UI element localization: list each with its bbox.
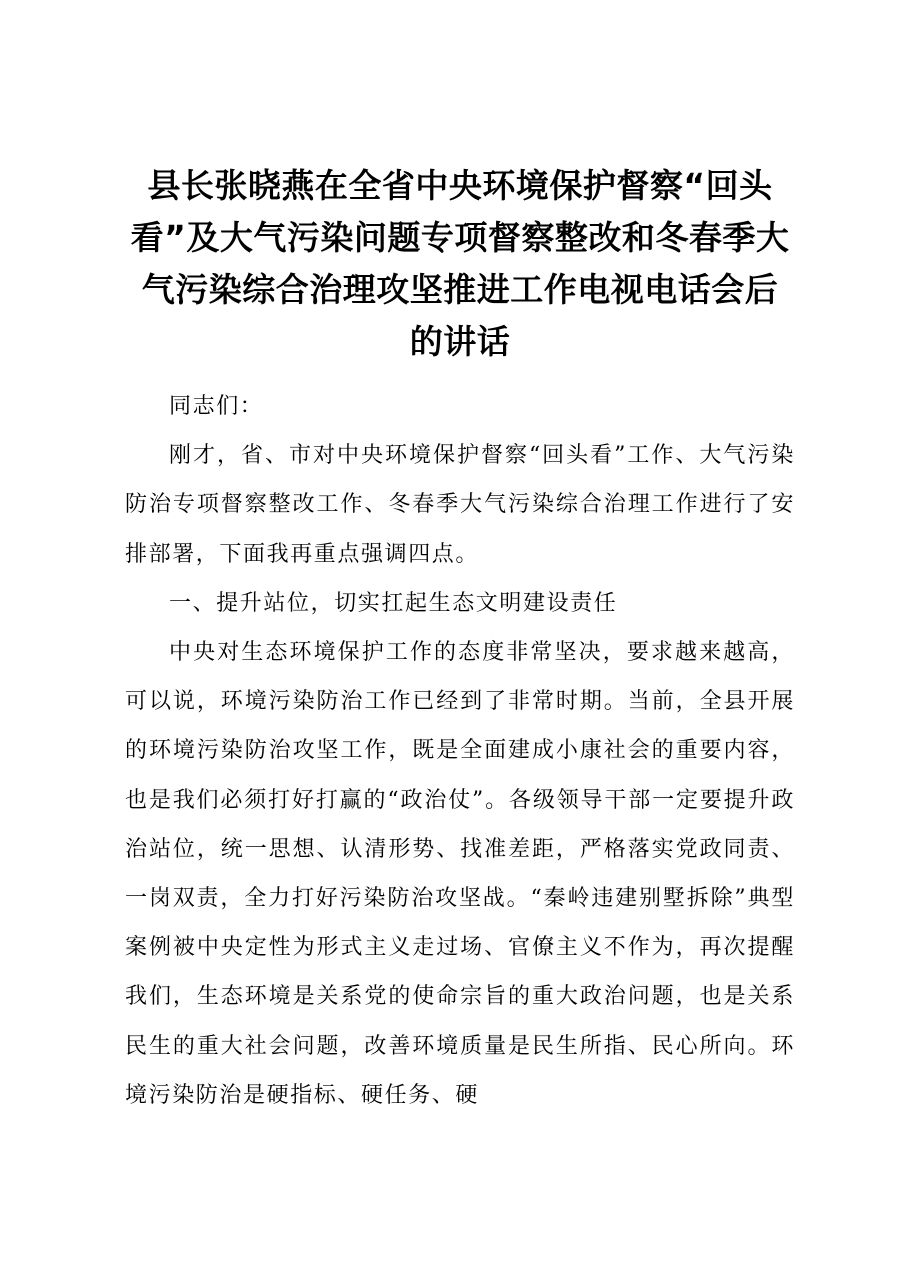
intro-paragraph: 刚才，省、市对中央环境保护督察“回头看”工作、大气污染防治专项督察整改工作、冬春季大气污染综合治理工作进行了安排部署，下面我再重点强调四点。: [125, 443, 795, 567]
salutation: 同志们：: [169, 394, 264, 419]
document-body: [125, 382, 795, 1120]
document-title: 县长张晓燕在全省中央环境保护督察“回头看”及大气污染问题专项督察整改和冬春季大气污染综合治理攻坚推进工作电视电话会后的讲话: [130, 166, 790, 361]
section-heading-1: 一、提升站位，切实扛起生态文明建设责任: [169, 590, 618, 616]
body-paragraph: 中央对生态环境保护工作的态度非常坚决，要求越来越高，可以说，环境污染防治工作已经到了非常时期。当前，全县开展的环境污染防治攻坚工作，既是全面建成小康社会的重要内容，也是我们必须打好打赢的“政治仗”。各级领导干部一定要提升政治站位，统一思想、认清形势、找准差距，严格落实党政同责、一岗双责，全力打好污染防治攻坚战。“秦岭违建别墅拆除”典型案例被中央定性为形式主义走过场、官僚主义不作为，再次提醒我们，生态环境是关系党的使命宗旨的重大政治问题，也是关系民生的重大社会问题，改善环境质量是民生所指、民心所向。环境污染防治是硬指标、硬任务、硬: [125, 640, 795, 1108]
